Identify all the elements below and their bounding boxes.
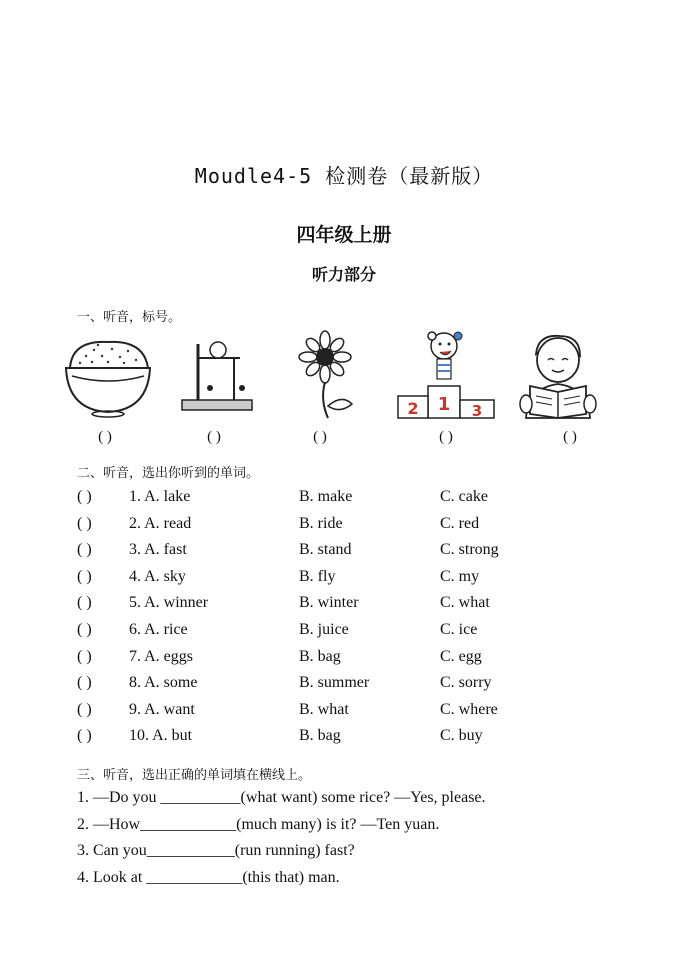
option-a: 3. A. fast — [129, 541, 187, 559]
choice-row — [77, 621, 637, 647]
option-b: B. bag — [299, 647, 341, 665]
choice-row — [77, 727, 637, 753]
lab-stand-icon — [178, 330, 256, 420]
option-b: B. what — [299, 700, 349, 718]
section3-heading: 三、听音，选出正确的单词填在横线上。 — [77, 768, 312, 783]
option-c: C. egg — [440, 647, 482, 665]
svg-text:3: 3 — [471, 402, 483, 420]
answer-blank[interactable]: ( ) — [77, 700, 92, 718]
option-c: C. ice — [440, 621, 478, 638]
rice-bowl-icon — [62, 330, 154, 420]
answer-blank[interactable]: ( ) — [77, 647, 92, 665]
option-c: C. red — [440, 514, 480, 532]
svg-text:2: 2 — [407, 399, 419, 418]
section2-heading: 二、听音，选出你听到的单词。 — [77, 466, 260, 481]
answer-blank[interactable]: ( ) — [77, 727, 92, 745]
fill-sentence[interactable]: 3. Can you___________(run running) fast? — [77, 842, 355, 859]
fill-sentence[interactable]: 2. —How____________(much many) is it? —Ten yuan. — [77, 816, 440, 833]
part-label: 听力部分 — [311, 265, 376, 284]
answer-blank[interactable]: ( ) — [98, 429, 112, 445]
flower-icon — [294, 330, 356, 420]
choice-row — [77, 515, 637, 541]
option-a: 9. A. want — [129, 700, 195, 718]
fill-sentence[interactable]: 1. —Do you __________(what want) some rice? —Yes, please. — [77, 789, 486, 806]
option-b: B. make — [299, 488, 353, 505]
section1-heading: 一、听音，标号。 — [77, 310, 182, 325]
option-b: B. juice — [299, 621, 349, 638]
option-b: B. stand — [299, 541, 352, 559]
option-c: C. cake — [440, 488, 488, 505]
choice-row — [77, 594, 637, 620]
option-a: 8. A. some — [129, 674, 198, 692]
option-b: B. winter — [299, 594, 359, 612]
choice-row — [77, 701, 637, 727]
option-a: 1. A. lake — [129, 488, 191, 505]
option-b: B. ride — [299, 514, 343, 532]
option-c: C. what — [440, 594, 490, 612]
option-c: C. my — [440, 567, 480, 585]
answer-blank[interactable]: ( ) — [77, 674, 92, 692]
winner-podium-icon — [394, 330, 502, 420]
svg-text:1: 1 — [437, 394, 451, 415]
option-a: 7. A. eggs — [129, 647, 193, 665]
answer-blank[interactable]: ( ) — [439, 429, 453, 445]
choice-row — [77, 648, 637, 674]
choice-row — [77, 488, 637, 514]
option-b: B. fly — [299, 567, 336, 585]
grade-label: 四年级上册 — [296, 224, 392, 246]
answer-blank[interactable]: ( ) — [77, 594, 92, 612]
boy-reading-icon — [516, 330, 600, 420]
option-a: 2. A. read — [129, 514, 192, 532]
option-b: B. summer — [299, 674, 370, 692]
choice-row — [77, 568, 637, 594]
option-a: 5. A. winner — [129, 594, 209, 612]
option-c: C. sorry — [440, 674, 492, 692]
answer-blank[interactable]: ( ) — [313, 429, 327, 445]
answer-blank[interactable]: ( ) — [77, 621, 92, 638]
option-a: 10. A. but — [129, 727, 193, 745]
option-c: C. strong — [440, 541, 499, 559]
option-a: 4. A. sky — [129, 567, 186, 585]
option-a: 6. A. rice — [129, 621, 188, 638]
page-title: Moudle4-5 检测卷（最新版） — [194, 164, 494, 188]
answer-blank[interactable]: ( ) — [77, 514, 92, 532]
answer-blank[interactable]: ( ) — [77, 541, 92, 559]
answer-blank[interactable]: ( ) — [77, 488, 92, 505]
option-b: B. bag — [299, 727, 341, 745]
fill-sentence[interactable]: 4. Look at ____________(this that) man. — [77, 869, 340, 886]
choice-row — [77, 674, 637, 700]
answer-blank[interactable]: ( ) — [563, 429, 577, 445]
answer-blank[interactable]: ( ) — [77, 567, 92, 585]
option-c: C. where — [440, 700, 498, 718]
option-c: C. buy — [440, 727, 483, 745]
choice-row — [77, 541, 637, 567]
answer-blank[interactable]: ( ) — [207, 429, 221, 445]
